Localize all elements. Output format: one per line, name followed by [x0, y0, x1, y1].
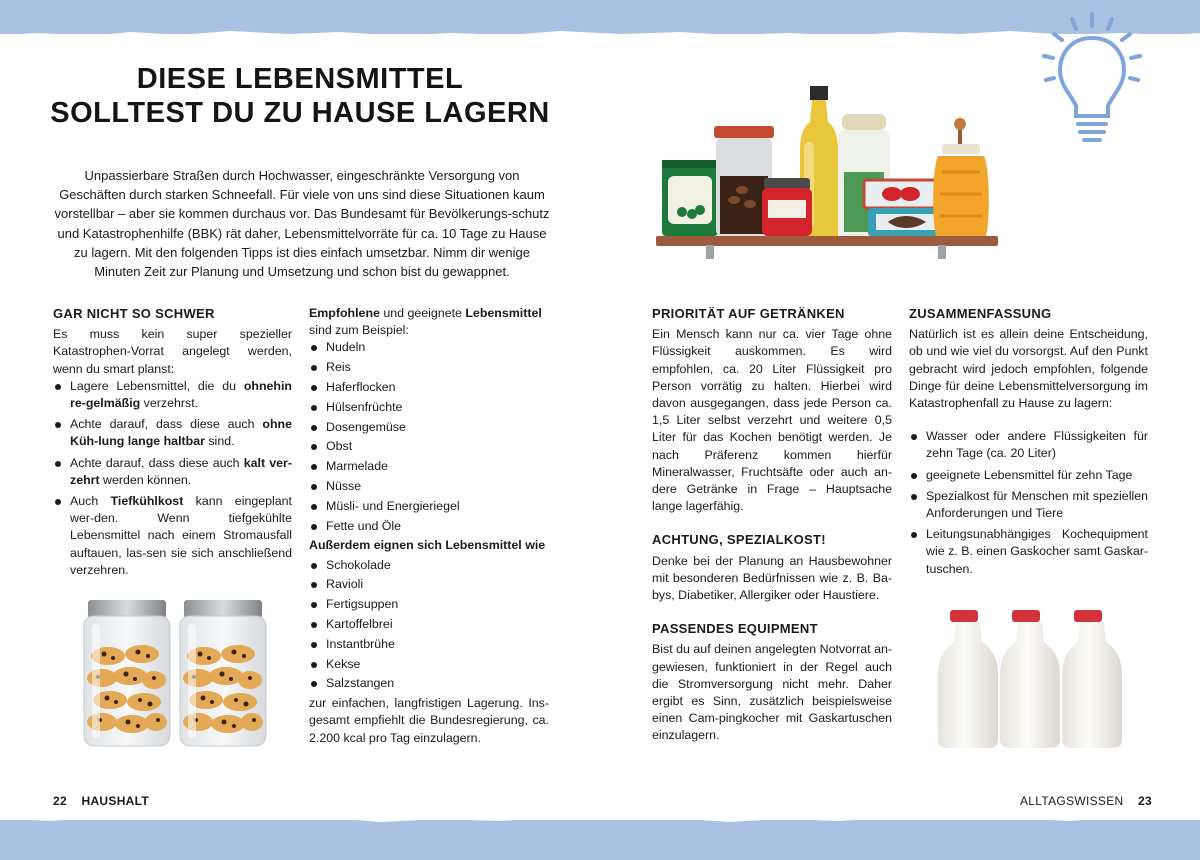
list-item: Kartoffelbrei — [309, 616, 549, 633]
section-label-right: ALLTAGSWISSEN — [1020, 794, 1124, 808]
list-item: Obst — [309, 438, 549, 455]
text-span: Auch — [70, 494, 111, 509]
list-item: Kekse — [309, 656, 549, 673]
list-item: Ravioli — [309, 576, 549, 593]
cookie-jars-illustration — [80, 598, 270, 748]
footer-right — [1020, 794, 1152, 808]
section1-text: Ein Mensch kann nur ca. vier Tage ohne Flüssigkeit auskommen. Es wird empfohlen, ca. 20 Liter Flüssigkeit pro Person vorrätig zu halten. Hierbei wird davon ausgegangen, dass jede Person ca. 1,5 Liter selbst verzehrt und weitere 0,5 Liter für das Kochen benötigt werden. Je nach Präferenz kommen hierfür Mineralwasser, Fruchtsäfte oder auch an-dere Getränke in Frage – Hauptsache lange lagerfähig. — [652, 327, 892, 514]
list-item: geeignete Lebensmittel für zehn Tage — [909, 467, 1148, 484]
summary-bullet-list — [909, 428, 1148, 578]
list-item — [53, 455, 292, 489]
list-item: Schokolade — [309, 557, 549, 574]
text-span: verzehrst. — [140, 396, 199, 411]
section3-text: Bist du auf deinen angelegten Notvorrat an-gewiesen, funktioniert in der Regel auch die Stromversorgung nicht mehr. Daher ergibt es Sinn, zusätzlich beispielsweise einen Cam-pingkocher mit Gaskartuschen einzulagern. — [652, 642, 892, 743]
section2-text: Denke bei der Planung an Hausbewohner mit besonderen Bedürfnissen wie z. B. Ba-bys, Diabetiker, Allergiker oder Haustiere. — [652, 553, 892, 603]
heading-passendes-equipment: PASSENDES EQUIPMENT — [652, 621, 818, 637]
heading-zusammenfassung: ZUSAMMENFASSUNG — [909, 306, 1052, 321]
heading-prioritaet-auf-getraenken: PRIORITÄT AUF GETRÄNKEN — [652, 306, 845, 321]
list-item: Nüsse — [309, 478, 549, 495]
summary-text: Natürlich ist es allein deine Entscheidung, ob und wie viel du vorsorgst. Auf den Punkt gebracht wird jedoch empfohlen, folgende Dinge für deine Lebensmittelversorgung im Katastrophenfall zu Hause zu lagern: — [909, 327, 1148, 411]
footer-left — [53, 794, 149, 808]
bold-span: Tiefkühlkost — [110, 494, 184, 509]
list-item: Fertigsuppen — [309, 596, 549, 613]
col1-text: Es muss kein super spezieller Katastrophen-Vorrat angelegt werden, wenn du smart planst: — [53, 327, 292, 376]
text-span: kann eingeplant wer-den. Wenn tiefgekühlte Lebensmittel nach einem Stromausfall auftauen, las-sen sie sich anschließend verzehren. — [70, 494, 292, 577]
list-item: Müsli- und Energieriegel — [309, 498, 549, 515]
text-span: Achte darauf, dass diese auch — [70, 455, 244, 470]
col2-intro — [309, 305, 549, 322]
list-item: Instantbrühe — [309, 636, 549, 653]
food-list-1 — [309, 339, 549, 534]
milk-bottles-illustration — [936, 608, 1122, 750]
page-title — [40, 62, 560, 130]
list-item: Nudeln — [309, 339, 549, 356]
text-span: Lagere Lebensmittel, die du — [70, 378, 244, 393]
col2-intro-end: sind zum Beispiel: — [309, 323, 409, 338]
heading-gar-nicht-so-schwer: GAR NICHT SO SCHWER — [53, 306, 215, 321]
text-span: und geeignete — [379, 306, 466, 320]
intro-paragraph: Unpassierbare Straßen durch Hochwasser, eingeschränkte Versorgung von Geschäften durch starken Schneefall. Für viele von uns sind diese Situationen kaum vorstellbar – aber sie kommen durchaus vor. Das Bundesamt für Bevölkerungs-schutz und Katastrophenhilfe (BBK) rät daher, Lebensmittelvorräte für ca. 10 Tage zu Hause zu lagern. Mit den folgenden Tipps ist dies einfach umsetzbar. Nimm dir wenige Minuten Zeit zur Planung und Umsetzung und schon bist du gewappnet. — [54, 168, 550, 280]
torn-edge-top — [0, 22, 1200, 42]
col2-closing: zur einfachen, langfristigen Lagerung. Ins-gesamt empfiehlt die Bundesregierung, ca. 2.200 kcal pro Tag einzulagern. — [309, 696, 549, 745]
torn-edge-bottom — [0, 808, 1200, 830]
text-span: sind. — [204, 434, 235, 449]
list-item: Haferflocken — [309, 379, 549, 396]
column-getraenke — [652, 305, 892, 745]
list-item: Marmelade — [309, 458, 549, 475]
list-item: Salzstangen — [309, 675, 549, 692]
list-item — [53, 378, 292, 412]
list-item: Hülsenfrüchte — [309, 399, 549, 416]
column-lebensmittel-liste — [309, 305, 549, 747]
list-item: Wasser oder andere Flüssigkeiten für zehn Tage (ca. 20 Liter) — [909, 428, 1148, 462]
food-list-2 — [309, 557, 549, 693]
col1-bullet-list — [53, 378, 292, 579]
bold-span: Empfohlene — [309, 306, 380, 320]
pantry-shelf-illustration — [652, 82, 1002, 262]
bold-span: kalt ver-zehrt — [70, 455, 292, 487]
bold-span: Lebensmittel — [465, 306, 542, 320]
title-line-2: SOLLTEST DU ZU HAUSE LAGERN — [50, 97, 550, 129]
section-label-left: HAUSHALT — [81, 794, 150, 808]
text-span: Achte darauf, dass diese auch — [70, 417, 263, 432]
column-zusammenfassung — [909, 305, 1148, 582]
bold-span: ohne Küh-lung lange haltbar — [70, 417, 292, 449]
list-item: Reis — [309, 359, 549, 376]
column-gar-nicht-so-schwer — [53, 305, 292, 583]
list-item: Leitungsunabhängiges Kochequipment wie z. B. einen Gaskocher samt Gaskar-tuschen. — [909, 526, 1148, 578]
heading-achtung-spezialkost: ACHTUNG, SPEZIALKOST! — [652, 532, 826, 548]
col2-subheading: Außerdem eignen sich Lebensmittel wie — [309, 538, 546, 553]
list-item: Spezialkost für Menschen mit speziellen Anforderungen und Tiere — [909, 488, 1148, 522]
page-number-left: 22 — [53, 794, 67, 808]
list-item: Dosengemüse — [309, 419, 549, 436]
list-item: Fette und Öle — [309, 518, 549, 535]
lightbulb-icon — [1036, 8, 1148, 150]
list-item — [53, 416, 292, 450]
page-number-right: 23 — [1138, 794, 1152, 808]
text-span: werden können. — [99, 472, 192, 487]
title-line-1: DIESE LEBENSMITTEL — [136, 63, 464, 95]
bold-span: ohnehin re-gelmäßig — [70, 378, 292, 411]
list-item — [53, 493, 292, 579]
